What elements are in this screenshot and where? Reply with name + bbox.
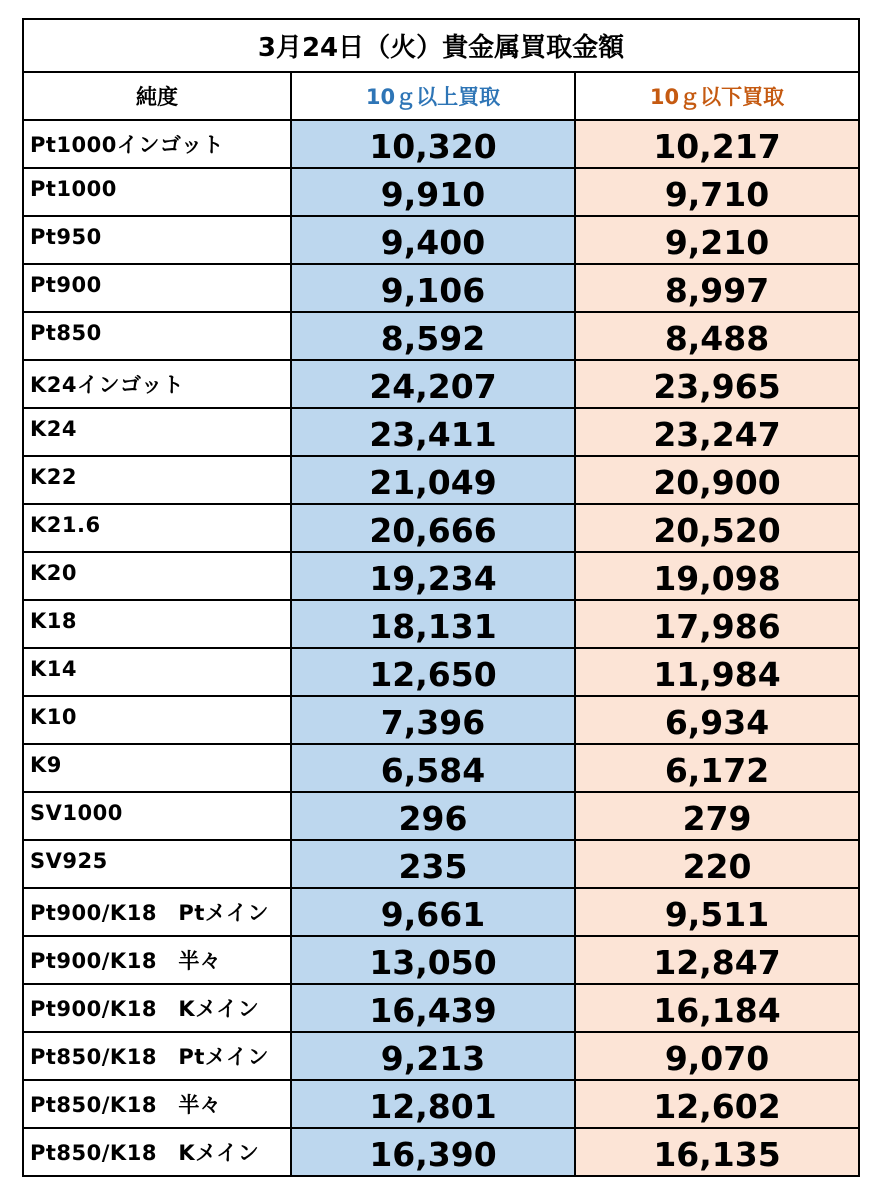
purity-label: K20 — [23, 552, 291, 600]
price-below-10g: 17,986 — [575, 600, 859, 648]
price-table — [22, 18, 860, 1177]
table-row — [23, 792, 859, 840]
price-below-10g: 12,847 — [575, 936, 859, 984]
table-row — [23, 360, 859, 408]
price-above-10g: 296 — [291, 792, 575, 840]
price-above-10g: 19,234 — [291, 552, 575, 600]
price-above-10g: 18,131 — [291, 600, 575, 648]
purity-label: Pt1000インゴット — [23, 120, 291, 168]
header-row — [23, 72, 859, 120]
price-above-10g: 9,400 — [291, 216, 575, 264]
price-below-10g: 20,520 — [575, 504, 859, 552]
price-above-10g: 20,666 — [291, 504, 575, 552]
price-below-10g: 16,135 — [575, 1128, 859, 1176]
price-above-10g: 9,910 — [291, 168, 575, 216]
price-below-10g: 10,217 — [575, 120, 859, 168]
price-above-10g: 12,650 — [291, 648, 575, 696]
price-above-10g: 24,207 — [291, 360, 575, 408]
price-above-10g: 9,661 — [291, 888, 575, 936]
price-above-10g: 6,584 — [291, 744, 575, 792]
price-below-10g: 23,965 — [575, 360, 859, 408]
table-title: 3月24日（火）貴金属買取金額 — [23, 19, 859, 72]
price-below-10g: 8,997 — [575, 264, 859, 312]
purity-label: SV1000 — [23, 792, 291, 840]
table-row — [23, 840, 859, 888]
purity-label: K18 — [23, 600, 291, 648]
table-row — [23, 648, 859, 696]
price-below-10g: 20,900 — [575, 456, 859, 504]
purity-label: K22 — [23, 456, 291, 504]
purity-label: Pt850 — [23, 312, 291, 360]
price-above-10g: 21,049 — [291, 456, 575, 504]
purity-label: Pt900/K18 Kメイン — [23, 984, 291, 1032]
price-below-10g: 9,210 — [575, 216, 859, 264]
purity-label: Pt950 — [23, 216, 291, 264]
purity-label: Pt900 — [23, 264, 291, 312]
price-below-10g: 9,511 — [575, 888, 859, 936]
price-above-10g: 7,396 — [291, 696, 575, 744]
table-row — [23, 600, 859, 648]
price-above-10g: 16,390 — [291, 1128, 575, 1176]
price-above-10g: 13,050 — [291, 936, 575, 984]
purity-label: K24 — [23, 408, 291, 456]
table-row — [23, 216, 859, 264]
price-below-10g: 8,488 — [575, 312, 859, 360]
price-rows — [23, 120, 859, 1176]
purity-label: K21.6 — [23, 504, 291, 552]
price-below-10g: 23,247 — [575, 408, 859, 456]
table-row — [23, 888, 859, 936]
table-row — [23, 1080, 859, 1128]
price-below-10g: 12,602 — [575, 1080, 859, 1128]
table-row — [23, 552, 859, 600]
table-row — [23, 168, 859, 216]
table-row — [23, 456, 859, 504]
price-above-10g: 9,213 — [291, 1032, 575, 1080]
price-above-10g: 16,439 — [291, 984, 575, 1032]
purity-label: SV925 — [23, 840, 291, 888]
price-below-10g: 279 — [575, 792, 859, 840]
price-below-10g: 19,098 — [575, 552, 859, 600]
price-above-10g: 10,320 — [291, 120, 575, 168]
table-row — [23, 408, 859, 456]
price-above-10g: 9,106 — [291, 264, 575, 312]
price-above-10g: 23,411 — [291, 408, 575, 456]
purity-label: K10 — [23, 696, 291, 744]
price-below-10g: 6,934 — [575, 696, 859, 744]
title-row — [23, 19, 859, 72]
purity-label: K24インゴット — [23, 360, 291, 408]
purity-label: K9 — [23, 744, 291, 792]
purity-label: Pt850/K18 Kメイン — [23, 1128, 291, 1176]
price-above-10g: 12,801 — [291, 1080, 575, 1128]
purity-label: Pt1000 — [23, 168, 291, 216]
price-below-10g: 6,172 — [575, 744, 859, 792]
purity-label: Pt900/K18 Ptメイン — [23, 888, 291, 936]
price-below-10g: 220 — [575, 840, 859, 888]
table-row — [23, 504, 859, 552]
header-purity: 純度 — [23, 72, 291, 120]
table-row — [23, 984, 859, 1032]
price-above-10g: 8,592 — [291, 312, 575, 360]
price-below-10g: 11,984 — [575, 648, 859, 696]
price-below-10g: 9,710 — [575, 168, 859, 216]
table-row — [23, 936, 859, 984]
purity-label: Pt900/K18 半々 — [23, 936, 291, 984]
purity-label: Pt850/K18 半々 — [23, 1080, 291, 1128]
table-row — [23, 696, 859, 744]
table-row — [23, 312, 859, 360]
price-above-10g: 235 — [291, 840, 575, 888]
table-row — [23, 120, 859, 168]
table-row — [23, 1128, 859, 1176]
purity-label: Pt850/K18 Ptメイン — [23, 1032, 291, 1080]
purity-label: K14 — [23, 648, 291, 696]
price-below-10g: 16,184 — [575, 984, 859, 1032]
table-row — [23, 1032, 859, 1080]
table-row — [23, 264, 859, 312]
price-below-10g: 9,070 — [575, 1032, 859, 1080]
header-below-10g: 10ｇ以下買取 — [575, 72, 859, 120]
header-above-10g: 10ｇ以上買取 — [291, 72, 575, 120]
table-row — [23, 744, 859, 792]
